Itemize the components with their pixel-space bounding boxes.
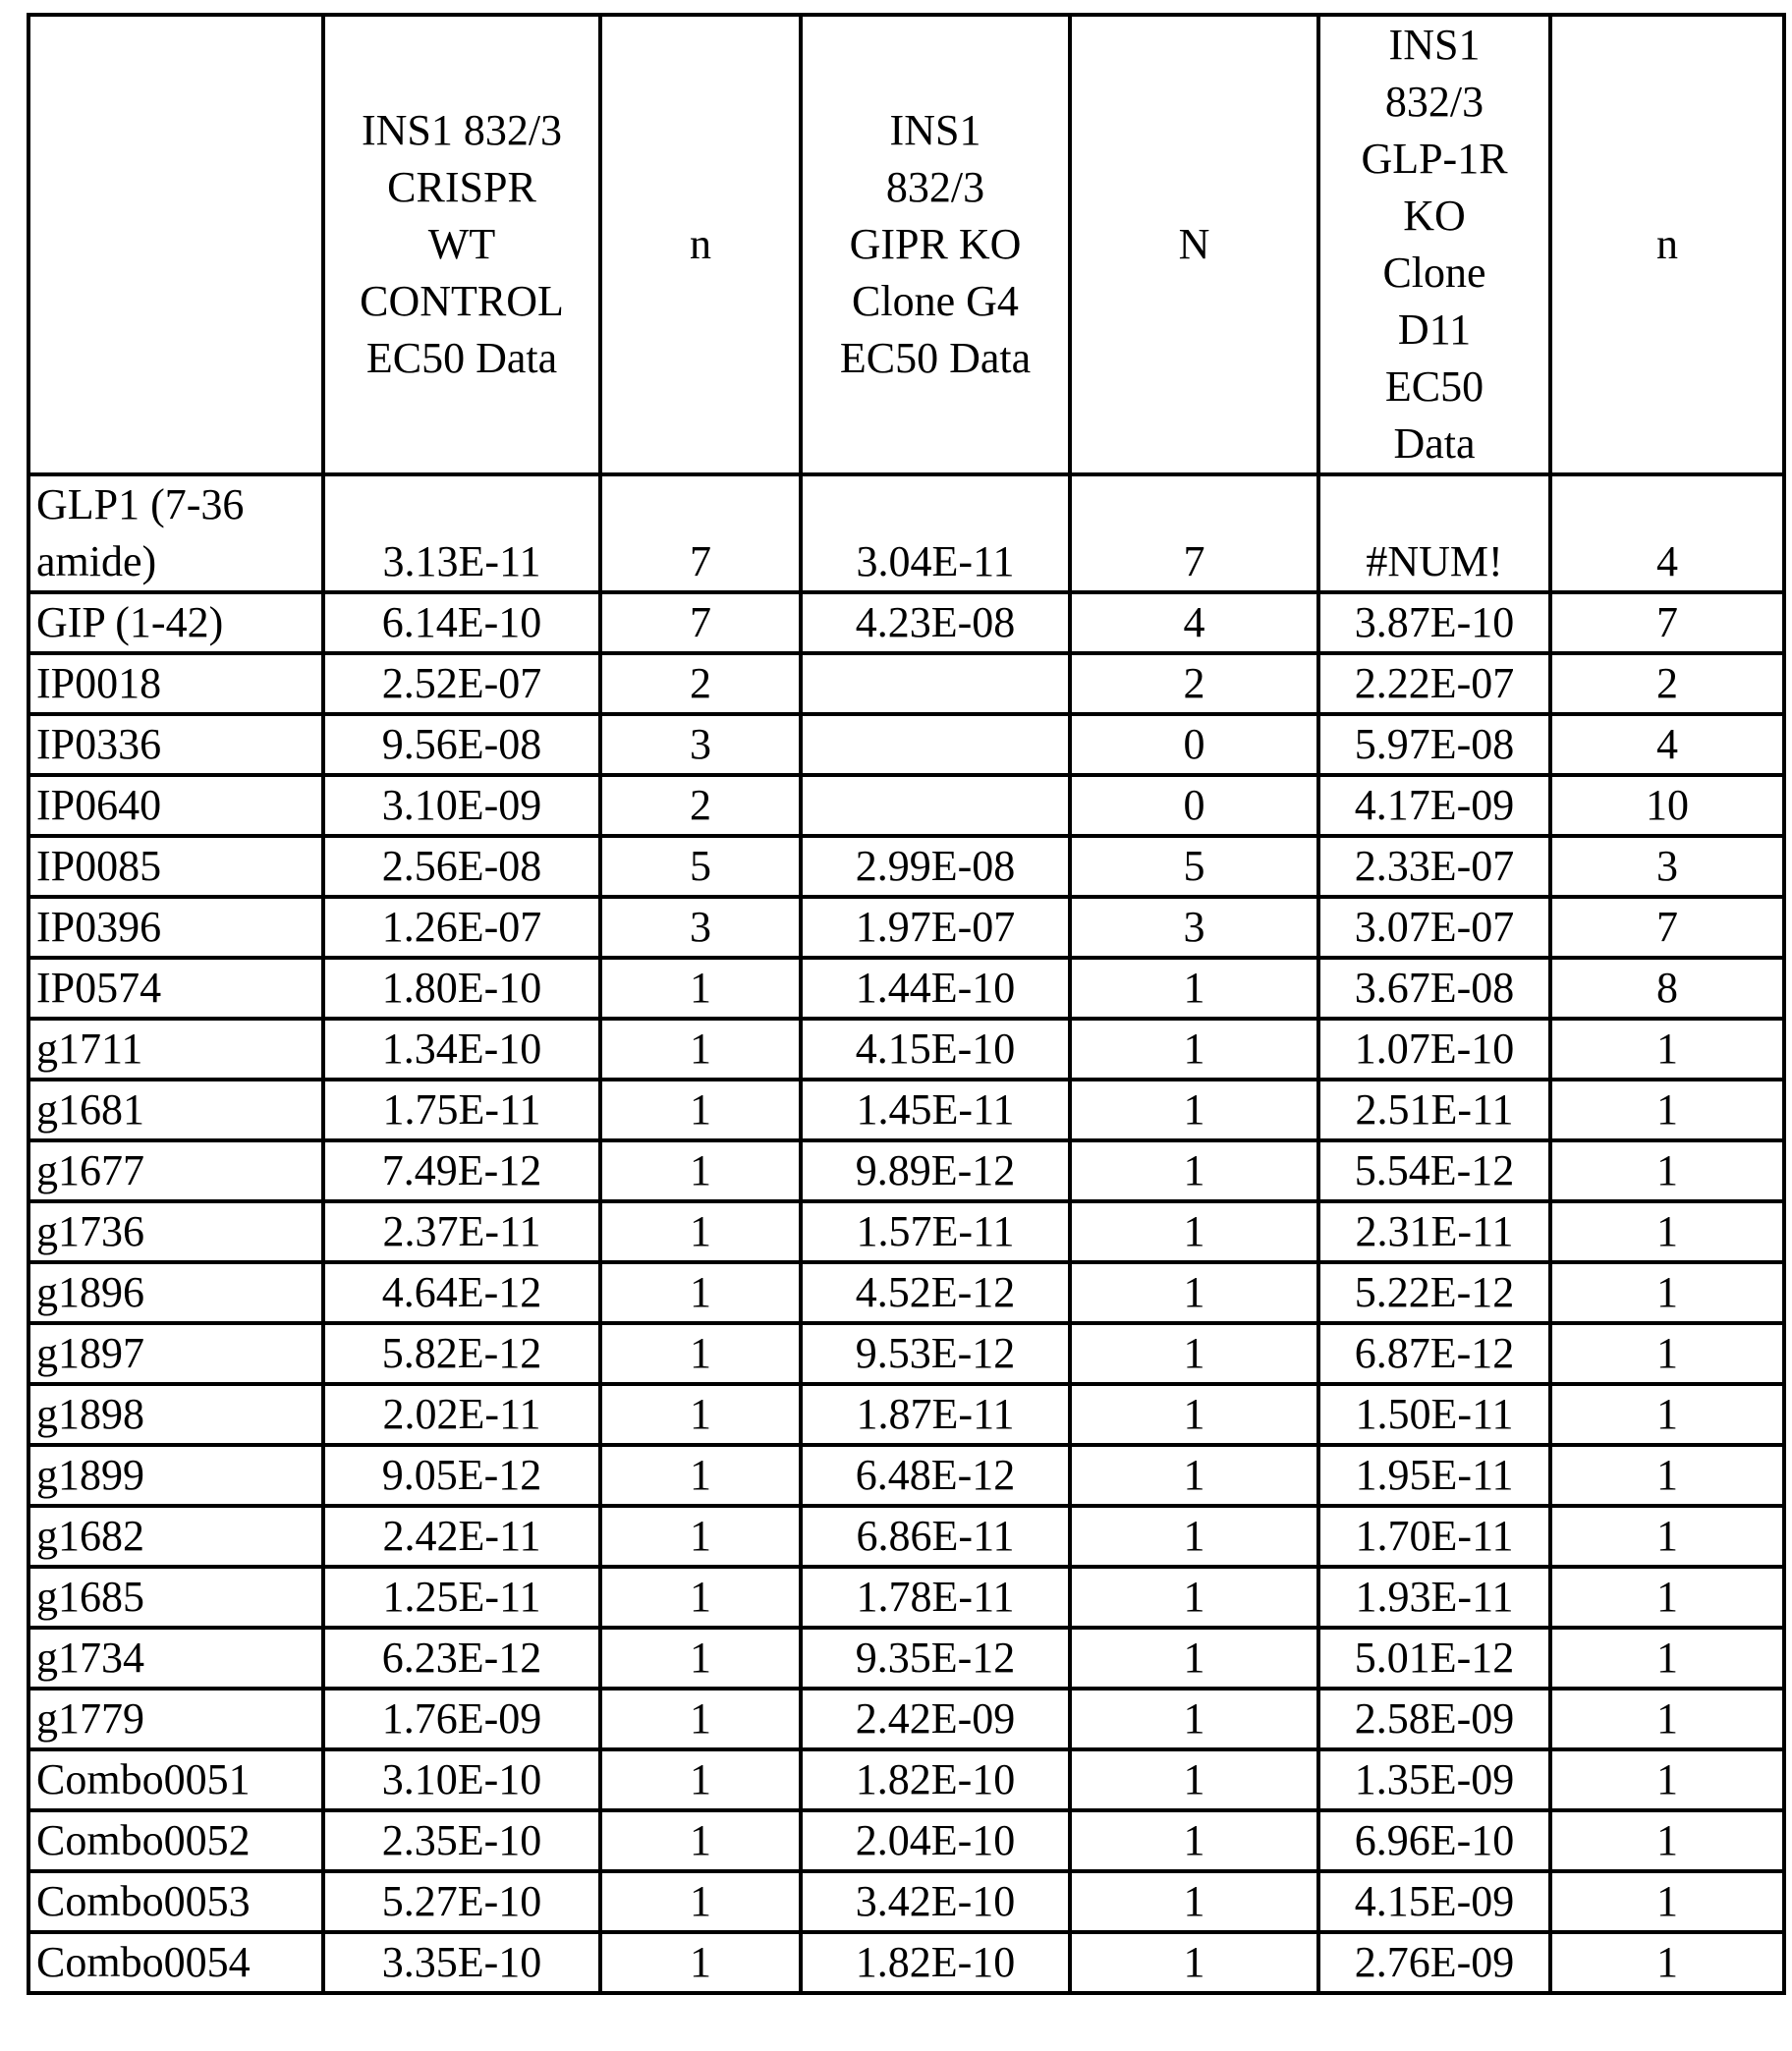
glp1r-ko-n-cell: 1 bbox=[1550, 1628, 1784, 1689]
header-glp1r-ko-ec50: INS1 832/3 GLP-1R KO Clone D11 EC50 Data bbox=[1318, 15, 1550, 474]
compound-cell: g1897 bbox=[28, 1323, 323, 1384]
glp1r-ko-ec50-cell: 2.33E-07 bbox=[1318, 836, 1550, 897]
wt-n-cell: 7 bbox=[600, 592, 801, 653]
wt-ec50-cell: 9.05E-12 bbox=[323, 1445, 600, 1506]
glp1r-ko-n-cell: 1 bbox=[1550, 1810, 1784, 1871]
gipr-ko-n-cell: 1 bbox=[1070, 1323, 1318, 1384]
table-row bbox=[28, 1871, 1784, 1932]
gipr-ko-ec50-cell: 1.82E-10 bbox=[801, 1749, 1070, 1810]
gipr-ko-n-cell: 1 bbox=[1070, 1080, 1318, 1140]
glp1r-ko-n-cell: 1 bbox=[1550, 1749, 1784, 1810]
table-row bbox=[28, 1140, 1784, 1201]
wt-ec50-cell: 5.27E-10 bbox=[323, 1871, 600, 1932]
glp1r-ko-ec50-cell: 5.97E-08 bbox=[1318, 714, 1550, 775]
header-row bbox=[28, 15, 1784, 474]
wt-n-cell: 1 bbox=[600, 1201, 801, 1262]
glp1r-ko-ec50-cell: 3.07E-07 bbox=[1318, 897, 1550, 958]
gipr-ko-n-cell: 0 bbox=[1070, 775, 1318, 836]
wt-n-cell: 1 bbox=[600, 1323, 801, 1384]
glp1r-ko-n-cell: 1 bbox=[1550, 1019, 1784, 1080]
compound-cell: g1711 bbox=[28, 1019, 323, 1080]
gipr-ko-ec50-cell: 6.48E-12 bbox=[801, 1445, 1070, 1506]
wt-ec50-cell: 3.13E-11 bbox=[323, 474, 600, 592]
gipr-ko-n-cell: 1 bbox=[1070, 1567, 1318, 1628]
glp1r-ko-n-cell: 7 bbox=[1550, 897, 1784, 958]
wt-n-cell: 1 bbox=[600, 1262, 801, 1323]
compound-cell: g1736 bbox=[28, 1201, 323, 1262]
glp1r-ko-ec50-cell: 1.07E-10 bbox=[1318, 1019, 1550, 1080]
table-row bbox=[28, 1749, 1784, 1810]
gipr-ko-ec50-cell: 4.52E-12 bbox=[801, 1262, 1070, 1323]
glp1r-ko-ec50-cell: 3.67E-08 bbox=[1318, 958, 1550, 1019]
glp1r-ko-ec50-cell: 1.35E-09 bbox=[1318, 1749, 1550, 1810]
glp1r-ko-ec50-cell: 3.87E-10 bbox=[1318, 592, 1550, 653]
compound-cell: Combo0051 bbox=[28, 1749, 323, 1810]
wt-n-cell: 7 bbox=[600, 474, 801, 592]
gipr-ko-ec50-cell: 3.04E-11 bbox=[801, 474, 1070, 592]
glp1r-ko-ec50-cell: 2.76E-09 bbox=[1318, 1932, 1550, 1993]
wt-n-cell: 1 bbox=[600, 1140, 801, 1201]
table-row bbox=[28, 775, 1784, 836]
wt-n-cell: 3 bbox=[600, 714, 801, 775]
glp1r-ko-n-cell: 1 bbox=[1550, 1506, 1784, 1567]
compound-cell: GLP1 (7-36 amide) bbox=[28, 474, 323, 592]
compound-cell: Combo0052 bbox=[28, 1810, 323, 1871]
compound-cell: IP0640 bbox=[28, 775, 323, 836]
gipr-ko-ec50-cell: 1.57E-11 bbox=[801, 1201, 1070, 1262]
header-gipr-ko-ec50: INS1 832/3 GIPR KO Clone G4 EC50 Data bbox=[801, 15, 1070, 474]
glp1r-ko-n-cell: 1 bbox=[1550, 1689, 1784, 1749]
table-row bbox=[28, 1445, 1784, 1506]
wt-ec50-cell: 6.14E-10 bbox=[323, 592, 600, 653]
glp1r-ko-ec50-cell: 2.31E-11 bbox=[1318, 1201, 1550, 1262]
header-compound bbox=[28, 15, 323, 474]
compound-cell: g1779 bbox=[28, 1689, 323, 1749]
wt-n-cell: 2 bbox=[600, 653, 801, 714]
wt-ec50-cell: 1.80E-10 bbox=[323, 958, 600, 1019]
glp1r-ko-ec50-cell: 4.15E-09 bbox=[1318, 1871, 1550, 1932]
glp1r-ko-n-cell: 2 bbox=[1550, 653, 1784, 714]
gipr-ko-n-cell: 7 bbox=[1070, 474, 1318, 592]
table-row bbox=[28, 1689, 1784, 1749]
wt-ec50-cell: 2.52E-07 bbox=[323, 653, 600, 714]
table-row bbox=[28, 897, 1784, 958]
glp1r-ko-n-cell: 4 bbox=[1550, 474, 1784, 592]
wt-ec50-cell: 1.26E-07 bbox=[323, 897, 600, 958]
gipr-ko-ec50-cell: 3.42E-10 bbox=[801, 1871, 1070, 1932]
header-glp1r-ko-n: n bbox=[1550, 15, 1784, 474]
glp1r-ko-ec50-cell: 1.95E-11 bbox=[1318, 1445, 1550, 1506]
table-row bbox=[28, 836, 1784, 897]
compound-cell: IP0336 bbox=[28, 714, 323, 775]
glp1r-ko-ec50-cell: 2.22E-07 bbox=[1318, 653, 1550, 714]
glp1r-ko-ec50-cell: 1.70E-11 bbox=[1318, 1506, 1550, 1567]
wt-ec50-cell: 2.35E-10 bbox=[323, 1810, 600, 1871]
glp1r-ko-n-cell: 10 bbox=[1550, 775, 1784, 836]
gipr-ko-ec50-cell: 1.45E-11 bbox=[801, 1080, 1070, 1140]
table-row bbox=[28, 1567, 1784, 1628]
glp1r-ko-n-cell: 1 bbox=[1550, 1932, 1784, 1993]
glp1r-ko-n-cell: 1 bbox=[1550, 1080, 1784, 1140]
gipr-ko-n-cell: 1 bbox=[1070, 1384, 1318, 1445]
gipr-ko-ec50-cell: 2.99E-08 bbox=[801, 836, 1070, 897]
wt-ec50-cell: 1.75E-11 bbox=[323, 1080, 600, 1140]
gipr-ko-ec50-cell: 2.04E-10 bbox=[801, 1810, 1070, 1871]
compound-cell: IP0574 bbox=[28, 958, 323, 1019]
gipr-ko-n-cell: 0 bbox=[1070, 714, 1318, 775]
gipr-ko-n-cell: 1 bbox=[1070, 1871, 1318, 1932]
table-row bbox=[28, 1628, 1784, 1689]
glp1r-ko-ec50-cell: 6.87E-12 bbox=[1318, 1323, 1550, 1384]
wt-ec50-cell: 2.42E-11 bbox=[323, 1506, 600, 1567]
header-wt-n: n bbox=[600, 15, 801, 474]
table-row bbox=[28, 1201, 1784, 1262]
gipr-ko-ec50-cell: 1.82E-10 bbox=[801, 1932, 1070, 1993]
gipr-ko-ec50-cell bbox=[801, 714, 1070, 775]
gipr-ko-ec50-cell: 1.97E-07 bbox=[801, 897, 1070, 958]
gipr-ko-ec50-cell: 4.23E-08 bbox=[801, 592, 1070, 653]
wt-ec50-cell: 3.10E-10 bbox=[323, 1749, 600, 1810]
glp1r-ko-n-cell: 1 bbox=[1550, 1323, 1784, 1384]
table-row bbox=[28, 1262, 1784, 1323]
glp1r-ko-ec50-cell: 2.51E-11 bbox=[1318, 1080, 1550, 1140]
gipr-ko-n-cell: 1 bbox=[1070, 1506, 1318, 1567]
wt-ec50-cell: 4.64E-12 bbox=[323, 1262, 600, 1323]
table-row bbox=[28, 1019, 1784, 1080]
glp1r-ko-ec50-cell: 4.17E-09 bbox=[1318, 775, 1550, 836]
glp1r-ko-ec50-cell: 2.58E-09 bbox=[1318, 1689, 1550, 1749]
ec50-data-table bbox=[27, 13, 1786, 1995]
wt-n-cell: 1 bbox=[600, 1080, 801, 1140]
compound-cell: g1898 bbox=[28, 1384, 323, 1445]
wt-n-cell: 1 bbox=[600, 1384, 801, 1445]
wt-n-cell: 1 bbox=[600, 1749, 801, 1810]
gipr-ko-ec50-cell: 9.53E-12 bbox=[801, 1323, 1070, 1384]
compound-cell: g1734 bbox=[28, 1628, 323, 1689]
wt-ec50-cell: 1.76E-09 bbox=[323, 1689, 600, 1749]
header-gipr-ko-n: N bbox=[1070, 15, 1318, 474]
compound-cell: GIP (1-42) bbox=[28, 592, 323, 653]
gipr-ko-n-cell: 1 bbox=[1070, 1689, 1318, 1749]
gipr-ko-n-cell: 4 bbox=[1070, 592, 1318, 653]
table-row bbox=[28, 653, 1784, 714]
wt-n-cell: 1 bbox=[600, 1810, 801, 1871]
gipr-ko-ec50-cell: 9.89E-12 bbox=[801, 1140, 1070, 1201]
wt-n-cell: 1 bbox=[600, 1567, 801, 1628]
glp1r-ko-ec50-cell: 5.01E-12 bbox=[1318, 1628, 1550, 1689]
glp1r-ko-n-cell: 3 bbox=[1550, 836, 1784, 897]
glp1r-ko-ec50-cell: 1.50E-11 bbox=[1318, 1384, 1550, 1445]
wt-n-cell: 2 bbox=[600, 775, 801, 836]
table-row bbox=[28, 1932, 1784, 1993]
wt-ec50-cell: 2.02E-11 bbox=[323, 1384, 600, 1445]
gipr-ko-n-cell: 1 bbox=[1070, 1262, 1318, 1323]
glp1r-ko-n-cell: 1 bbox=[1550, 1384, 1784, 1445]
gipr-ko-ec50-cell: 9.35E-12 bbox=[801, 1628, 1070, 1689]
wt-n-cell: 3 bbox=[600, 897, 801, 958]
wt-ec50-cell: 1.25E-11 bbox=[323, 1567, 600, 1628]
compound-cell: g1681 bbox=[28, 1080, 323, 1140]
glp1r-ko-n-cell: 1 bbox=[1550, 1445, 1784, 1506]
compound-cell: g1896 bbox=[28, 1262, 323, 1323]
table-body bbox=[28, 474, 1784, 1993]
wt-ec50-cell: 3.10E-09 bbox=[323, 775, 600, 836]
glp1r-ko-n-cell: 8 bbox=[1550, 958, 1784, 1019]
wt-n-cell: 1 bbox=[600, 1689, 801, 1749]
wt-n-cell: 1 bbox=[600, 1871, 801, 1932]
gipr-ko-ec50-cell: 1.44E-10 bbox=[801, 958, 1070, 1019]
compound-cell: IP0085 bbox=[28, 836, 323, 897]
table-row bbox=[28, 1810, 1784, 1871]
glp1r-ko-n-cell: 1 bbox=[1550, 1201, 1784, 1262]
wt-ec50-cell: 7.49E-12 bbox=[323, 1140, 600, 1201]
gipr-ko-n-cell: 1 bbox=[1070, 1932, 1318, 1993]
wt-n-cell: 1 bbox=[600, 958, 801, 1019]
table-row bbox=[28, 1506, 1784, 1567]
gipr-ko-n-cell: 1 bbox=[1070, 1140, 1318, 1201]
wt-ec50-cell: 9.56E-08 bbox=[323, 714, 600, 775]
compound-cell: g1677 bbox=[28, 1140, 323, 1201]
wt-n-cell: 1 bbox=[600, 1019, 801, 1080]
compound-cell: Combo0054 bbox=[28, 1932, 323, 1993]
compound-cell: g1899 bbox=[28, 1445, 323, 1506]
compound-cell: g1685 bbox=[28, 1567, 323, 1628]
gipr-ko-ec50-cell: 6.86E-11 bbox=[801, 1506, 1070, 1567]
wt-ec50-cell: 3.35E-10 bbox=[323, 1932, 600, 1993]
compound-cell: g1682 bbox=[28, 1506, 323, 1567]
gipr-ko-n-cell: 3 bbox=[1070, 897, 1318, 958]
gipr-ko-n-cell: 1 bbox=[1070, 1019, 1318, 1080]
glp1r-ko-ec50-cell: #NUM! bbox=[1318, 474, 1550, 592]
gipr-ko-n-cell: 1 bbox=[1070, 1201, 1318, 1262]
wt-n-cell: 1 bbox=[600, 1932, 801, 1993]
gipr-ko-n-cell: 1 bbox=[1070, 958, 1318, 1019]
wt-ec50-cell: 2.37E-11 bbox=[323, 1201, 600, 1262]
table-row bbox=[28, 1080, 1784, 1140]
glp1r-ko-n-cell: 7 bbox=[1550, 592, 1784, 653]
compound-cell: Combo0053 bbox=[28, 1871, 323, 1932]
glp1r-ko-n-cell: 1 bbox=[1550, 1567, 1784, 1628]
wt-ec50-cell: 6.23E-12 bbox=[323, 1628, 600, 1689]
glp1r-ko-ec50-cell: 5.22E-12 bbox=[1318, 1262, 1550, 1323]
gipr-ko-ec50-cell: 4.15E-10 bbox=[801, 1019, 1070, 1080]
wt-ec50-cell: 2.56E-08 bbox=[323, 836, 600, 897]
table-row bbox=[28, 958, 1784, 1019]
glp1r-ko-n-cell: 1 bbox=[1550, 1140, 1784, 1201]
compound-cell: IP0396 bbox=[28, 897, 323, 958]
gipr-ko-ec50-cell bbox=[801, 775, 1070, 836]
wt-ec50-cell: 1.34E-10 bbox=[323, 1019, 600, 1080]
glp1r-ko-ec50-cell: 6.96E-10 bbox=[1318, 1810, 1550, 1871]
wt-n-cell: 1 bbox=[600, 1628, 801, 1689]
gipr-ko-ec50-cell: 2.42E-09 bbox=[801, 1689, 1070, 1749]
compound-cell: IP0018 bbox=[28, 653, 323, 714]
wt-ec50-cell: 5.82E-12 bbox=[323, 1323, 600, 1384]
gipr-ko-ec50-cell: 1.87E-11 bbox=[801, 1384, 1070, 1445]
wt-n-cell: 1 bbox=[600, 1445, 801, 1506]
glp1r-ko-n-cell: 4 bbox=[1550, 714, 1784, 775]
gipr-ko-ec50-cell bbox=[801, 653, 1070, 714]
table-row bbox=[28, 714, 1784, 775]
gipr-ko-n-cell: 1 bbox=[1070, 1810, 1318, 1871]
table-row bbox=[28, 592, 1784, 653]
gipr-ko-n-cell: 2 bbox=[1070, 653, 1318, 714]
gipr-ko-n-cell: 5 bbox=[1070, 836, 1318, 897]
glp1r-ko-ec50-cell: 5.54E-12 bbox=[1318, 1140, 1550, 1201]
glp1r-ko-n-cell: 1 bbox=[1550, 1871, 1784, 1932]
wt-n-cell: 1 bbox=[600, 1506, 801, 1567]
header-wt-ec50: INS1 832/3 CRISPR WT CONTROL EC50 Data bbox=[323, 15, 600, 474]
gipr-ko-n-cell: 1 bbox=[1070, 1628, 1318, 1689]
glp1r-ko-n-cell: 1 bbox=[1550, 1262, 1784, 1323]
table-row bbox=[28, 1384, 1784, 1445]
gipr-ko-ec50-cell: 1.78E-11 bbox=[801, 1567, 1070, 1628]
glp1r-ko-ec50-cell: 1.93E-11 bbox=[1318, 1567, 1550, 1628]
gipr-ko-n-cell: 1 bbox=[1070, 1749, 1318, 1810]
table-row bbox=[28, 1323, 1784, 1384]
wt-n-cell: 5 bbox=[600, 836, 801, 897]
gipr-ko-n-cell: 1 bbox=[1070, 1445, 1318, 1506]
table-row bbox=[28, 474, 1784, 592]
